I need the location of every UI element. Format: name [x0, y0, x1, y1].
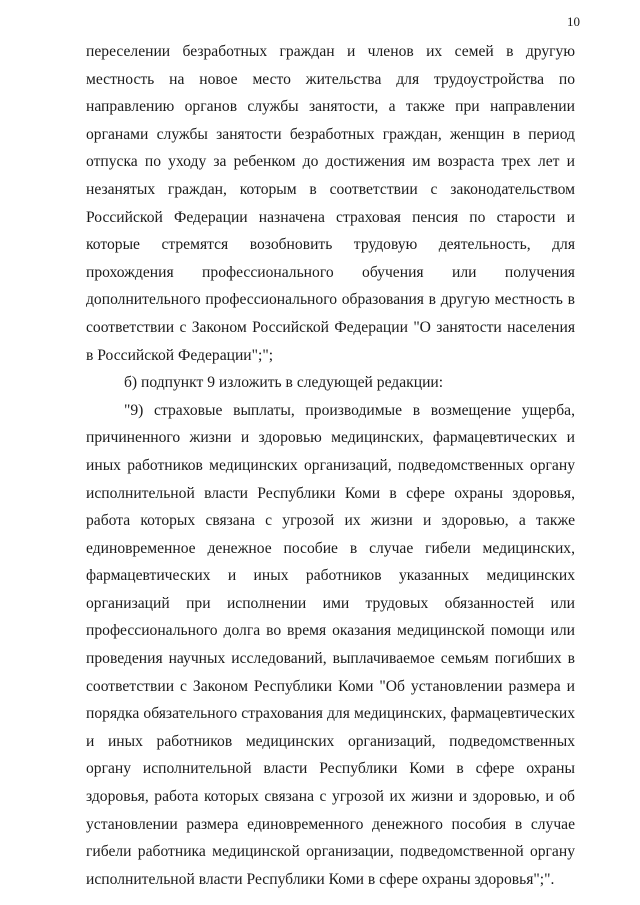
page-number: 10: [567, 14, 580, 29]
paragraph-continuation: переселении безработных граждан и членов их семей в другую местность на новое место жительства для трудоустройства по направлению органов службы занятости, а также при направлении органами службы занятости безработных граждан, женщин в период отпуска по уходу за ребенком до достижения им возраста трех лет и незанятых граждан, которым в соответствии с законодательством Российской Федерации назначена страховая пенсия по старости и которые стремятся возобновить трудовую деятельность, для прохождения профессионального обучения или получения дополнительного профессионального образования в другую местность в соответствии с Законом Российской Федерации "О занятости населения в Российской Федерации";";: [86, 43, 575, 364]
paragraph-subitem-b: б) подпункт 9 изложить в следующей редакции:: [124, 374, 444, 392]
document-body: [86, 38, 575, 893]
paragraph-item-9: "9) страховые выплаты, производимые в возмещение ущерба, причиненного жизни и здоровью медицинских, фармацевтических и иных работников медицинских организаций, подведомственных органу исполнительной власти Республики Коми в сфере охраны здоровья, работа которых связана с угрозой их жизни и здоровью, а также единовременное денежное пособие в случае гибели медицинских, фармацевтических и иных работников указанных медицинских организаций при исполнении ими трудовых обязанностей или профессионального долга во время оказания медицинской помощи или проведения научных исследований, выплачиваемое семьям погибших в соответствии с Законом Республики Коми "Об установлении размера и порядка обязательного страхования для медицинских, фармацевтических и иных работников медицинских организаций, подведомственных органу исполнительной власти Республики Коми в сфере охраны здоровья, работа которых связана с угрозой их жизни и здоровью, и об установлении размера единовременного денежного пособия в случае гибели работника медицинской организации, подведомственной органу исполнительной власти Республики Коми в сфере охраны здоровья";".: [86, 401, 575, 888]
